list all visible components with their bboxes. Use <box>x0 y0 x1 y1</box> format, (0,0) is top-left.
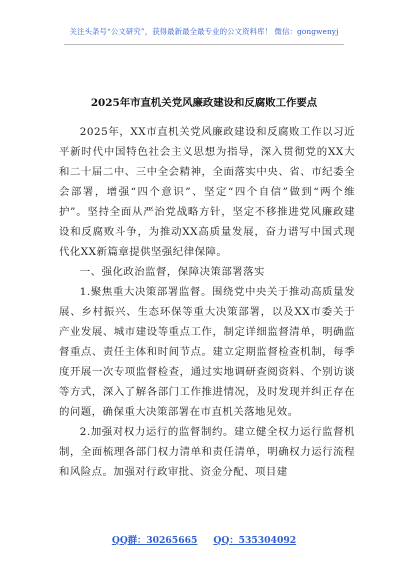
paragraph-item-1: 1.聚焦重大决策部署监督。围绕党中央关于推动高质量发展、乡村振兴、生态环保等重大决策部署，以及XX市委关于产业发展、城市建设等重点工作，制定详细监督清单，明确监督重点、责任主体和时间节点。建立定期监督检查机制，每季度开展一次专项监督检查，通过实地调研查阅资料、个别访谈等方式，深入了解各部门工作推进情况，及时发现并纠正存在的问题，确保重大决策部署在市直机关落地见效。 <box>59 286 355 418</box>
header-divider <box>64 44 344 45</box>
footer-qq-group-label: QQ群： <box>111 535 147 546</box>
footer-contact <box>0 532 408 546</box>
paragraph-intro: 2025年，XX市直机关党风廉政建设和反腐败工作以习近平新时代中国特色社会主义思想为指导，深入贯彻党的XX大和二十届二中、三中全会精神，全面落实中央、省、市纪委全会部署，增强“四个意识”、坚定“四个自信”做到“两个维护”。坚持全面从严治党战略方针，坚定不移推进党风廉政建设和反腐败斗争，为推动XX高质量发展，奋力谱写中国式现代化XX新篇章提供坚强纪律保障。 <box>59 126 355 258</box>
footer-qq-number: 535304092 <box>238 535 297 546</box>
document-title: 2025年市直机关党风廉政建设和反腐败工作要点 <box>90 97 318 109</box>
header-promo-text: 关注头条号“公文研究”，获得最新最全最专业的公文资料库！ 微信：gongwenyj <box>69 27 339 36</box>
footer-qq-group-number: 30265665 <box>146 535 198 546</box>
document-body <box>59 122 355 482</box>
paragraph-item-2: 2.加强对权力运行的监督制约。建立健全权力运行监督机制，全面梳理各部门权力清单和责任清单，明确权力运行流程和风险点。加强对行政审批、资金分配、项目建 <box>59 426 355 478</box>
section-heading-1: 一、强化政治监督，保障决策部署落实 <box>79 266 265 278</box>
footer-qq-label: QQ： <box>213 535 239 546</box>
